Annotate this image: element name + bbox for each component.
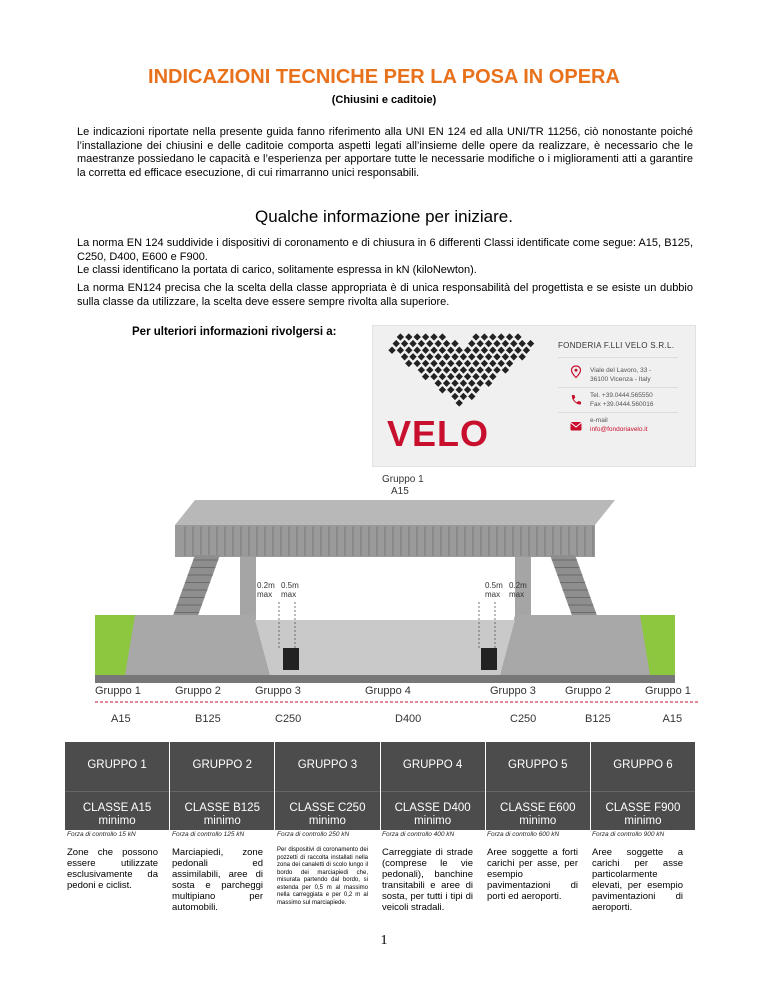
logo-diamond (498, 333, 505, 340)
logo-diamond (464, 373, 471, 380)
page-subtitle: (Chiusini e caditoie) (331, 94, 437, 106)
logo-diamond (460, 353, 467, 360)
company-name: FONDERIA F.LLI VELO S.R.L. (558, 341, 675, 350)
logo-diamond (430, 373, 437, 380)
logo-diamond (451, 340, 458, 347)
logo-diamond (422, 333, 429, 340)
logo-diamond (514, 347, 521, 354)
logo-diamond (460, 393, 467, 400)
logo-diamond (447, 386, 454, 393)
card-class-name: CLASSE A15 (82, 802, 152, 814)
logo-diamond (426, 340, 433, 347)
logo-diamond (435, 380, 442, 387)
logo-diamond (443, 340, 450, 347)
logo-diamond (447, 360, 454, 367)
class-description: Carreggiate di strade (comprese le vie pedonali), banchine transitabili e aree di sosta, per tutti i tipi di veicoli stradali. (382, 847, 473, 913)
class-card (65, 742, 169, 830)
card-class-name: CLASSE D400 (394, 802, 471, 814)
class-description: Per dispositivi di coronamento dei pozzetti di raccolta installati nella zona dei canaletti di scolo lungo il bordo dei marciapiedi che, misurata partendo dal bordo, si estenda per 0,5 m al massimo nella carreggiata e per 0,2 m al massimo sul marciapiede. (277, 847, 368, 906)
logo-diamond (393, 340, 400, 347)
control-force: Forza di controllo 900 kN (592, 831, 665, 838)
logo-diamond (456, 399, 463, 406)
group-class: B125 (195, 713, 221, 725)
logo-diamond (514, 333, 521, 340)
card-class (591, 792, 695, 828)
card-class-name: CLASSE B125 (184, 802, 260, 814)
distance-max: max (485, 590, 501, 599)
contact-label: Per ulteriori informazioni rivolgersi a: (132, 326, 337, 338)
class-description: Aree soggette a forti carichi per asse, per esempio pavimentazioni di porti ed aeroporti. (487, 847, 578, 902)
classes-line-1: La norma EN 124 suddivide i dispositivi di coronamento e di chiusura in 6 differenti Classi identificate come segue: A15, B125, C250, D400, E600 e F900. (77, 237, 693, 263)
distance-label: 0.5m (281, 581, 299, 590)
logo-diamond (443, 380, 450, 387)
logo-diamond (401, 353, 408, 360)
card-group: GRUPPO 4 (381, 759, 485, 792)
email-label: e-mail (590, 417, 608, 424)
class-card (275, 742, 379, 830)
group-class: A15 (111, 713, 131, 725)
logo-diamond (523, 347, 530, 354)
logo-diamond (430, 333, 437, 340)
class-card (170, 742, 274, 830)
divider (558, 357, 678, 358)
logo-diamond (519, 340, 526, 347)
logo-diamond (477, 340, 484, 347)
logo-diamond (405, 360, 412, 367)
logo-diamond (397, 347, 404, 354)
control-force: Forza di controllo 250 kN (277, 831, 350, 838)
group-class: C250 (510, 713, 537, 725)
logo-diamond (468, 380, 475, 387)
distance-label: 0.2m (257, 581, 275, 590)
logo-diamond (472, 373, 479, 380)
group-name: Gruppo 1 (95, 685, 141, 697)
divider (558, 412, 678, 413)
card-class-name: CLASSE C250 (289, 802, 366, 814)
logo-diamond (439, 333, 446, 340)
bridge-group-label: Gruppo 1 (382, 474, 424, 485)
logo-diamond (447, 373, 454, 380)
logo-diamond (472, 333, 479, 340)
card-group: GRUPPO 5 (486, 759, 590, 792)
logo-diamond (439, 373, 446, 380)
logo-diamond (472, 386, 479, 393)
logo-diamond (468, 353, 475, 360)
logo-diamond (426, 366, 433, 373)
card-class-name: CLASSE E600 (500, 802, 576, 814)
logo-diamond (430, 347, 437, 354)
logo-diamond (510, 340, 517, 347)
group-name: Gruppo 3 (490, 685, 536, 697)
logo-diamond (489, 333, 496, 340)
logo-diamond (414, 360, 421, 367)
logo-diamond (460, 380, 467, 387)
logo-diamond (435, 353, 442, 360)
logo-diamond (422, 373, 429, 380)
class-description: Zone che possono essere utilizzate esclusivamente da pedoni e ciclist. (67, 847, 158, 891)
logo-diamond (418, 366, 425, 373)
card-class (275, 792, 379, 828)
intro-paragraph: Le indicazioni riportate nella presente guida fanno riferimento alla UNI EN 124 ed alla UNI/TR 11256, ciò nonostante poiché l’installazione dei chiusini e delle caditoie comporta aspetti legati all’insieme delle opere da realizzare, è necessario che le maestranze possiedano le capacità e l’esperienza per apportare tutte le necessarie modifiche o i miglioramenti atti a garantire la corretta ed efficace esecuzione, di cui rimarranno unici responsabili. (77, 126, 693, 179)
card-class-name: CLASSE F900 (605, 802, 681, 814)
group-class: A15 (662, 713, 683, 725)
logo-diamond (477, 366, 484, 373)
distance-label: 0.2m (509, 581, 527, 590)
group-class: B125 (585, 713, 611, 725)
logo-diamond (414, 347, 421, 354)
bridge-class-label: A15 (391, 486, 409, 497)
velo-logo-text: VELO (387, 413, 490, 454)
logo-diamond (519, 353, 526, 360)
classes-line-2: Le classi identificano la portata di carico, solitamente espressa in kN (kiloNewton). (77, 264, 477, 276)
logo-diamond (481, 333, 488, 340)
control-force: Forza di controllo 15 kN (67, 831, 136, 838)
logo-diamond (489, 360, 496, 367)
card-minimum: minimo (624, 815, 662, 827)
logo-diamond (510, 353, 517, 360)
logo-diamond (464, 386, 471, 393)
distance-max: max (281, 590, 297, 599)
fax-number: Fax +39.0444.560016 (590, 400, 654, 408)
card-minimum: minimo (308, 815, 346, 827)
class-card (591, 742, 695, 830)
logo-diamond (456, 386, 463, 393)
logo-diamond (418, 353, 425, 360)
page-number: 1 (380, 933, 388, 948)
logo-diamond (477, 353, 484, 360)
logo-diamond (443, 366, 450, 373)
logo-diamond (405, 347, 412, 354)
logo-diamond (435, 366, 442, 373)
logo-diamond (527, 340, 534, 347)
logo-diamond (422, 347, 429, 354)
company-phone (590, 392, 653, 409)
page-title: INDICAZIONI TECNICHE PER LA POSA IN OPERA (148, 66, 620, 88)
logo-diamond (485, 366, 492, 373)
class-cards (65, 742, 695, 830)
logo-diamond (472, 360, 479, 367)
logo-diamond (443, 353, 450, 360)
velo-logo-mark (386, 332, 541, 412)
responsibility-paragraph: La norma EN124 precisa che la scelta della classe appropriata è di unica responsabilità del progettista e se esiste un dubbio sulla classe da utilizzare, la scelta deve essere sempre rivolta alla superiore. (77, 282, 693, 308)
logo-diamond (418, 340, 425, 347)
logo-diamond (493, 366, 500, 373)
location-pin-icon (569, 365, 583, 379)
class-card (381, 742, 485, 830)
logo-diamond (498, 347, 505, 354)
logo-diamond (485, 353, 492, 360)
group-class: C250 (275, 713, 302, 725)
logo-diamond (506, 347, 513, 354)
address-line-1: Viale del Lavoro, 33 - (590, 367, 652, 374)
logo-diamond (477, 380, 484, 387)
card-group: GRUPPO 2 (170, 759, 274, 792)
group-name: Gruppo 4 (365, 685, 411, 697)
logo-diamond (409, 340, 416, 347)
groups-scale (95, 680, 705, 740)
logo-diamond (435, 340, 442, 347)
logo-diamond (502, 353, 509, 360)
logo-diamond (502, 366, 509, 373)
logo-diamond (460, 366, 467, 373)
logo-diamond (493, 353, 500, 360)
logo-diamond (468, 340, 475, 347)
logo-diamond (451, 353, 458, 360)
logo-diamond (409, 353, 416, 360)
card-class (486, 792, 590, 828)
logo-diamond (468, 393, 475, 400)
logo-diamond (451, 380, 458, 387)
company-email (590, 417, 648, 434)
logo-diamond (489, 347, 496, 354)
card-group: GRUPPO 1 (65, 759, 169, 792)
card-class (65, 792, 169, 828)
logo-diamond (401, 340, 408, 347)
logo-diamond (439, 360, 446, 367)
class-description: Marciapiedi, zone pedonali ed assimilabili, aree di sosta e parcheggi multipiano per automobili. (172, 847, 263, 913)
logo-diamond (468, 366, 475, 373)
logo-diamond (430, 360, 437, 367)
logo-diamond (451, 366, 458, 373)
distance-label: 0.5m (485, 581, 503, 590)
divider (558, 387, 678, 388)
class-description: Aree soggette a carichi per asse particolarmente elevati, per esempio pavimentazioni di aeroporti. (592, 847, 683, 913)
logo-diamond (481, 360, 488, 367)
logo-diamond (493, 340, 500, 347)
address-line-2: 36100 Vicenza - Italy (590, 375, 651, 383)
logo-diamond (498, 360, 505, 367)
logo-diamond (397, 333, 404, 340)
logo-diamond (506, 360, 513, 367)
card-minimum: minimo (414, 815, 452, 827)
logo-diamond (456, 360, 463, 367)
logo-diamond (481, 373, 488, 380)
classes-paragraph (77, 237, 693, 278)
card-class (381, 792, 485, 828)
logo-diamond (388, 347, 395, 354)
card-minimum: minimo (203, 815, 241, 827)
control-force: Forza di controllo 600 kN (487, 831, 560, 838)
section-heading: Qualche informazione per iniziare. (255, 207, 513, 226)
card-group: GRUPPO 3 (275, 759, 379, 792)
logo-diamond (426, 353, 433, 360)
card-class (170, 792, 274, 828)
logo-diamond (485, 380, 492, 387)
logo-diamond (439, 386, 446, 393)
control-force: Forza di controllo 125 kN (172, 831, 245, 838)
logo-diamond (481, 347, 488, 354)
group-name: Gruppo 3 (255, 685, 301, 697)
logo-diamond (485, 340, 492, 347)
email-icon (569, 419, 583, 433)
logo-diamond (422, 360, 429, 367)
group-name: Gruppo 2 (175, 685, 221, 697)
logo-diamond (489, 373, 496, 380)
logo-diamond (456, 347, 463, 354)
class-card (486, 742, 590, 830)
group-name: Gruppo 1 (645, 685, 691, 697)
card-minimum: minimo (519, 815, 557, 827)
group-name: Gruppo 2 (565, 685, 611, 697)
email-link[interactable]: info@fondoriavelo.it (590, 425, 648, 433)
company-address (590, 367, 651, 384)
logo-diamond (464, 347, 471, 354)
logo-diamond (472, 347, 479, 354)
logo-diamond (414, 333, 421, 340)
card-group: GRUPPO 6 (591, 759, 695, 792)
phone-number: Tel. +39.0444.565550 (590, 392, 653, 399)
logo-diamond (464, 360, 471, 367)
logo-diamond (405, 333, 412, 340)
distance-max: max (509, 590, 525, 599)
logo-diamond (447, 347, 454, 354)
logo-diamond (456, 373, 463, 380)
group-class: D400 (395, 713, 422, 725)
control-force: Forza di controllo 400 kN (382, 831, 455, 838)
logo-diamond (451, 393, 458, 400)
logo-diamond (502, 340, 509, 347)
logo-diamond (506, 333, 513, 340)
distance-max: max (257, 590, 273, 599)
logo-diamond (439, 347, 446, 354)
card-minimum: minimo (98, 815, 136, 827)
phone-icon (569, 393, 583, 407)
